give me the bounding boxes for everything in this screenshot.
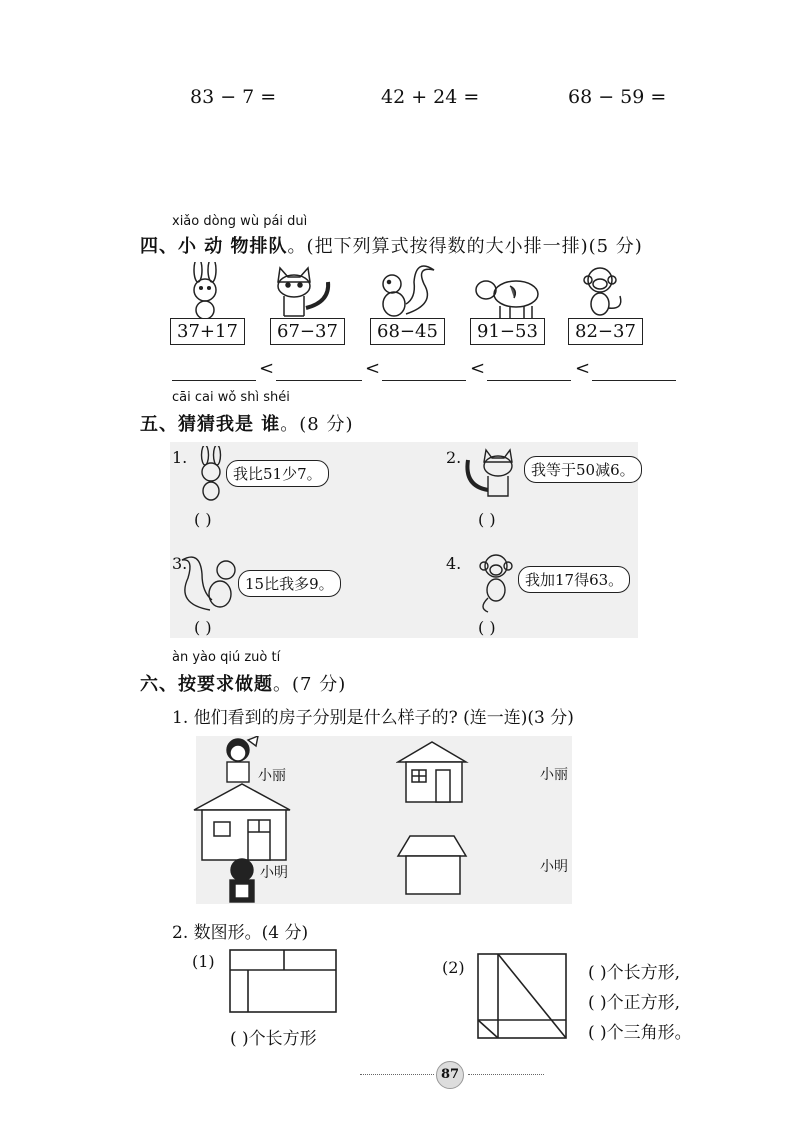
rectangle-figure-1 <box>228 948 338 1016</box>
expression-box-5: 82−37 <box>568 318 643 345</box>
boy-icon <box>222 858 262 904</box>
label-xiaoli-left: 小丽 <box>258 768 286 784</box>
order-blank-5[interactable] <box>592 360 676 381</box>
guess-bubble-1: 我比51少7。 <box>226 460 329 487</box>
expression-box-4: 91−53 <box>470 318 545 345</box>
q2-part2-answer-1[interactable]: ( )个长方形, <box>588 963 681 983</box>
question-2: 2. 数图形。(4 分) <box>172 923 309 943</box>
question-1: 1. 他们看到的房子分别是什么样子的? (连一连)(3 分) <box>172 708 574 728</box>
cat-icon <box>278 268 328 316</box>
guess-item-3-number: 3. <box>172 554 188 573</box>
less-than-1: < <box>259 358 275 379</box>
less-than-3: < <box>470 358 486 379</box>
square-figure-2 <box>476 952 570 1042</box>
less-than-4: < <box>575 358 591 379</box>
guess-bubble-4: 我加17得63。 <box>518 566 630 593</box>
expression-box-2: 67−37 <box>270 318 345 345</box>
guess-answer-3[interactable]: ( ) <box>194 618 212 637</box>
calc-2: 42 + 24 = <box>381 86 480 108</box>
footer-dots-left <box>360 1074 434 1075</box>
house-plain-icon <box>396 834 470 898</box>
monkey-icon <box>474 550 522 614</box>
section5-number: 五、 <box>140 414 178 435</box>
section6-instruction: 。(7 分) <box>273 674 347 695</box>
q2-part2-answer-2[interactable]: ( )个正方形, <box>588 993 681 1013</box>
q2-part1-answer[interactable]: ( )个长方形 <box>230 1029 317 1049</box>
expression-box-1: 37+17 <box>170 318 245 345</box>
cat-icon <box>458 446 522 502</box>
section4-number: 四、 <box>140 236 178 257</box>
guess-bubble-3: 15比我多9。 <box>238 570 341 597</box>
q2-part2-label: (2) <box>442 958 465 977</box>
calc-1: 83 − 7 = <box>190 86 277 108</box>
big-house-icon <box>192 782 292 862</box>
guess-item-4-number: 4. <box>446 554 462 573</box>
section6-title: 按要求做题 <box>178 674 273 695</box>
section4-heading <box>140 232 643 258</box>
label-xiaoli-right[interactable]: 小丽 <box>540 767 568 783</box>
q2-part2-answer-3[interactable]: ( )个三角形。 <box>588 1023 692 1043</box>
guess-item-2-number: 2. <box>446 448 462 467</box>
footer-dots-right <box>468 1074 544 1075</box>
section4-instruction: 。(把下列算式按得数的大小排一排)(5 分) <box>287 236 643 257</box>
expression-box-3: 68−45 <box>370 318 445 345</box>
less-than-2: < <box>365 358 381 379</box>
animals-row <box>180 262 660 320</box>
rabbit-icon <box>194 262 216 319</box>
guess-answer-4[interactable]: ( ) <box>478 618 496 637</box>
guess-bubble-2: 我等于50减6。 <box>524 456 642 483</box>
label-xiaoming-right[interactable]: 小明 <box>540 859 568 875</box>
cow-icon <box>476 281 538 318</box>
order-blank-2[interactable] <box>276 360 362 381</box>
guess-answer-1[interactable]: ( ) <box>194 510 212 529</box>
house-front-icon <box>396 740 470 804</box>
section5-instruction: 。(8 分) <box>280 414 354 435</box>
q2-part1-label: (1) <box>192 952 215 971</box>
page-number: 87 <box>436 1061 464 1089</box>
squirrel-icon <box>383 266 434 316</box>
section4-pinyin: xiǎo dòng wù pái duì <box>172 214 308 229</box>
section6-number: 六、 <box>140 674 178 695</box>
section5-heading <box>140 410 354 436</box>
section4-title: 小 动 物排队 <box>178 236 288 257</box>
section5-title: 猜猜我是 谁 <box>178 414 281 435</box>
section6-heading <box>140 670 346 696</box>
guess-answer-2[interactable]: ( ) <box>478 510 496 529</box>
girl-icon <box>218 736 262 784</box>
section6-pinyin: àn yào qiú zuò tí <box>172 650 281 665</box>
order-blank-4[interactable] <box>487 360 571 381</box>
order-blank-1[interactable] <box>172 360 256 381</box>
section5-pinyin: cāi cai wǒ shì shéi <box>172 390 290 405</box>
squirrel-icon <box>180 552 242 616</box>
monkey-icon <box>584 268 621 315</box>
calc-3: 68 − 59 = <box>568 86 667 108</box>
guess-item-1-number: 1. <box>172 448 188 467</box>
label-xiaoming-left: 小明 <box>260 865 288 881</box>
order-blank-3[interactable] <box>382 360 466 381</box>
